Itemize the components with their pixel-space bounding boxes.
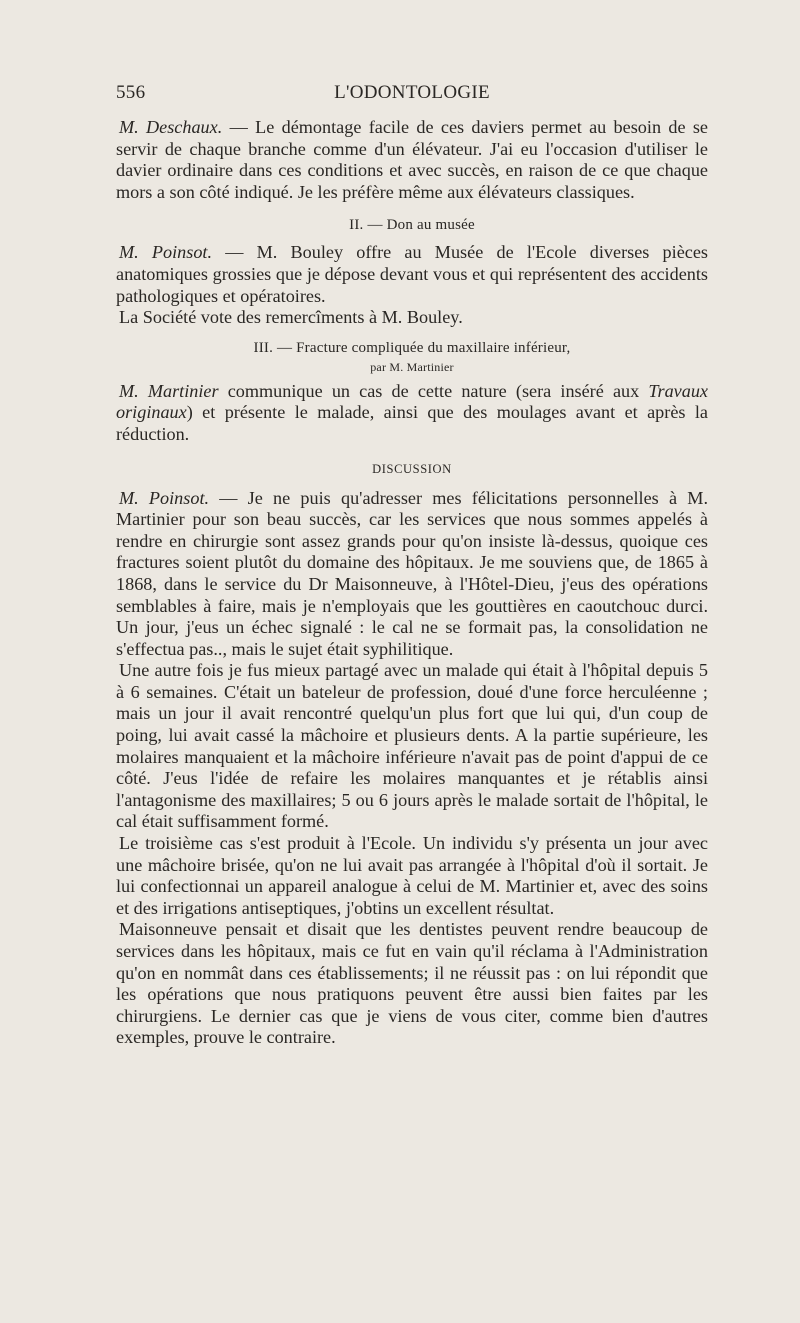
paragraph-martinier [116, 381, 708, 446]
paragraph-deschaux [116, 117, 708, 203]
speaker-name: M. Poinsot. [119, 242, 213, 263]
paragraph-poinsot-discussion [116, 488, 708, 661]
paragraph-troisieme-cas: Le troisième cas s'est produit à l'Ecole. Un individu s'y présenta un jour avec une mâchoire brisée, qu'on ne lui avait pas arrangée à l'hôpital d'où il sortait. Je lui confectionnai un appareil analogue à celui de M. Martinier et, avec des soins et des irrigations antiseptiques, j'obtins un excellent résultat. [116, 833, 708, 918]
running-header [116, 82, 708, 106]
italic-reference: Travaux originaux [116, 380, 708, 423]
speaker-name: M. Deschaux. [119, 117, 223, 137]
section-heading-don-au-musee: II. — Don au musée [349, 217, 475, 234]
paragraph-text: — M. Bouley offre au Musée de l'Ecole diverses pièces anatomiques grossies que je dépose devant vous et qui représentent des accidents pathologiques et opératoires. [116, 242, 708, 306]
discussion-heading: DISCUSSION [372, 461, 452, 476]
running-title: L'ODONTOLOGIE [334, 82, 490, 103]
page-body [116, 117, 708, 1049]
paragraph-vote: La Société vote des remercîments à M. Bouley. [119, 307, 463, 328]
page-number: 556 [116, 82, 146, 103]
paragraph-bateleur: Une autre fois je fus mieux partagé avec un malade qui était à l'hôpital depuis 5 à 6 semaines. C'était un bateleur de profession, doué d'une force herculéenne ; mais un jour il avait rencontré quelqu'un plus fort que lui qui, d'un coup de poing, lui avait cassé la mâchoire et plusieurs dents. A la partie supérieure, les molaires manquaient et la mâchoire inférieure n'avait pas de point d'appui de ce côté. J'eus l'idée de refaire les molaires manquantes et je rétablis ainsi l'antagonisme des maxillaires; 5 ou 6 jours après le malade sortait de l'hôpital, le cal était suffisamment formé. [116, 660, 708, 832]
paragraph-text: communique un cas de cette nature (sera inséré aux [218, 380, 649, 401]
paragraph-text: — Je ne puis qu'adresser mes félicitations personnelles à M. Martinier pour son beau succès, car les services que nous sommes appelés à rendre en chirurgie sont assez grands pour qu'on insiste là-dessus, quoique ces fractures soient plutôt du domaine des hôpitaux. Je me souviens que, de 1865 à 1868, dans le service du Dr Maisonneuve, à l'Hôtel-Dieu, j'eus des opérations semblables à faire, mais je n'employais que les gouttières en caoutchouc durci. Un jour, j'eus un échec signalé : le cal ne se formait pas, la consolidation ne s'effectua pas.., mais le sujet était syphilitique. [116, 487, 708, 659]
section-subheading-author: par M. Martinier [370, 359, 454, 374]
speaker-name: M. Poinsot. [119, 487, 210, 508]
section-heading-fracture: III. — Fracture compliquée du maxillaire inférieur, [253, 339, 571, 356]
paragraph-text: — Le démontage facile de ces daviers permet au besoin de se servir de chaque branche comme d'un élévateur. J'ai eu l'occasion d'utiliser le davier ordinaire dans ces conditions et avec succès, en raison de ce que chaque mors a son côté indiqué. Je les préfère même aux élévateurs classiques. [116, 117, 708, 202]
paragraph-maisonneuve: Maisonneuve pensait et disait que les dentistes peuvent rendre beaucoup de services dans les hôpitaux, mais ce fut en vain qu'il réclama à l'Administration qu'on en nommât dans ces établissements; il ne réussit pas : on lui répondit que les opérations que nous pratiquons peuvent être aussi bien faites par les chirurgiens. Le dernier cas que je viens de vous citer, comme bien d'autres exemples, prouve le contraire. [116, 919, 708, 1048]
speaker-name: M. Martinier [119, 380, 219, 401]
paragraph-text: ) et présente le malade, ainsi que des moulages avant et après la réduction. [116, 402, 708, 444]
paragraph-poinsot-musee [116, 242, 708, 307]
